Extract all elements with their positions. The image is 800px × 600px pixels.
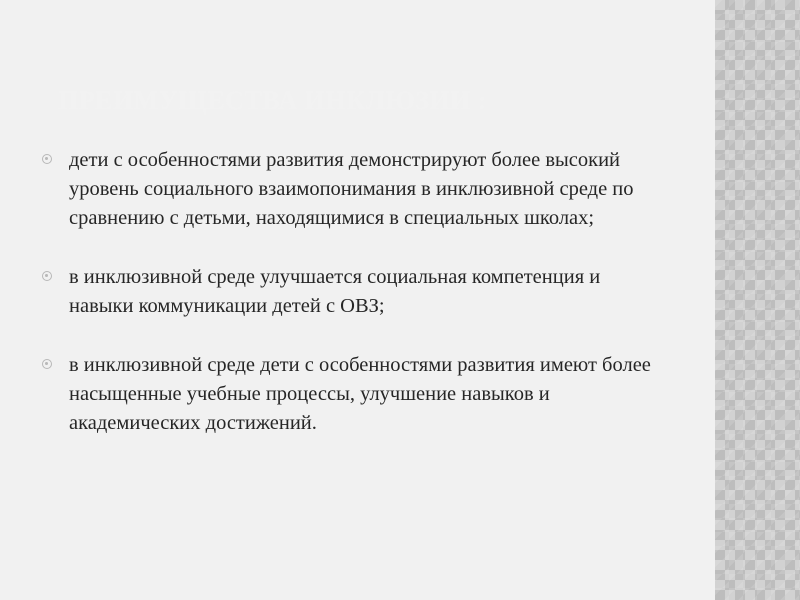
- circle-bullet-icon: [42, 359, 52, 369]
- bullet-item: [42, 263, 667, 321]
- bullet-item: [42, 146, 667, 233]
- circle-bullet-icon: [42, 154, 52, 164]
- bullet-text: в инклюзивной среде дети с особенностями развития имеют более насыщенные учебные процессы, улучшение навыков и академических достижений.: [69, 354, 651, 434]
- bullet-text: в инклюзивной среде улучшается социальная компетенция и навыки коммуникации детей с ОВЗ;: [69, 266, 601, 317]
- bullet-text: дети с особенностями развития демонстрируют более высокий уровень социального взаимопонимания в инклюзивной среде по сравнению с детьми, находящимися в специальных школах;: [69, 149, 634, 229]
- bullet-list: [42, 146, 667, 438]
- circle-bullet-icon: [42, 271, 52, 281]
- bullet-item: [42, 351, 667, 438]
- decorative-side-pattern: [715, 0, 800, 600]
- slide-title: ПРЕИМУЩЕСТВА ИНКЛЮЗИИ :: [58, 86, 488, 115]
